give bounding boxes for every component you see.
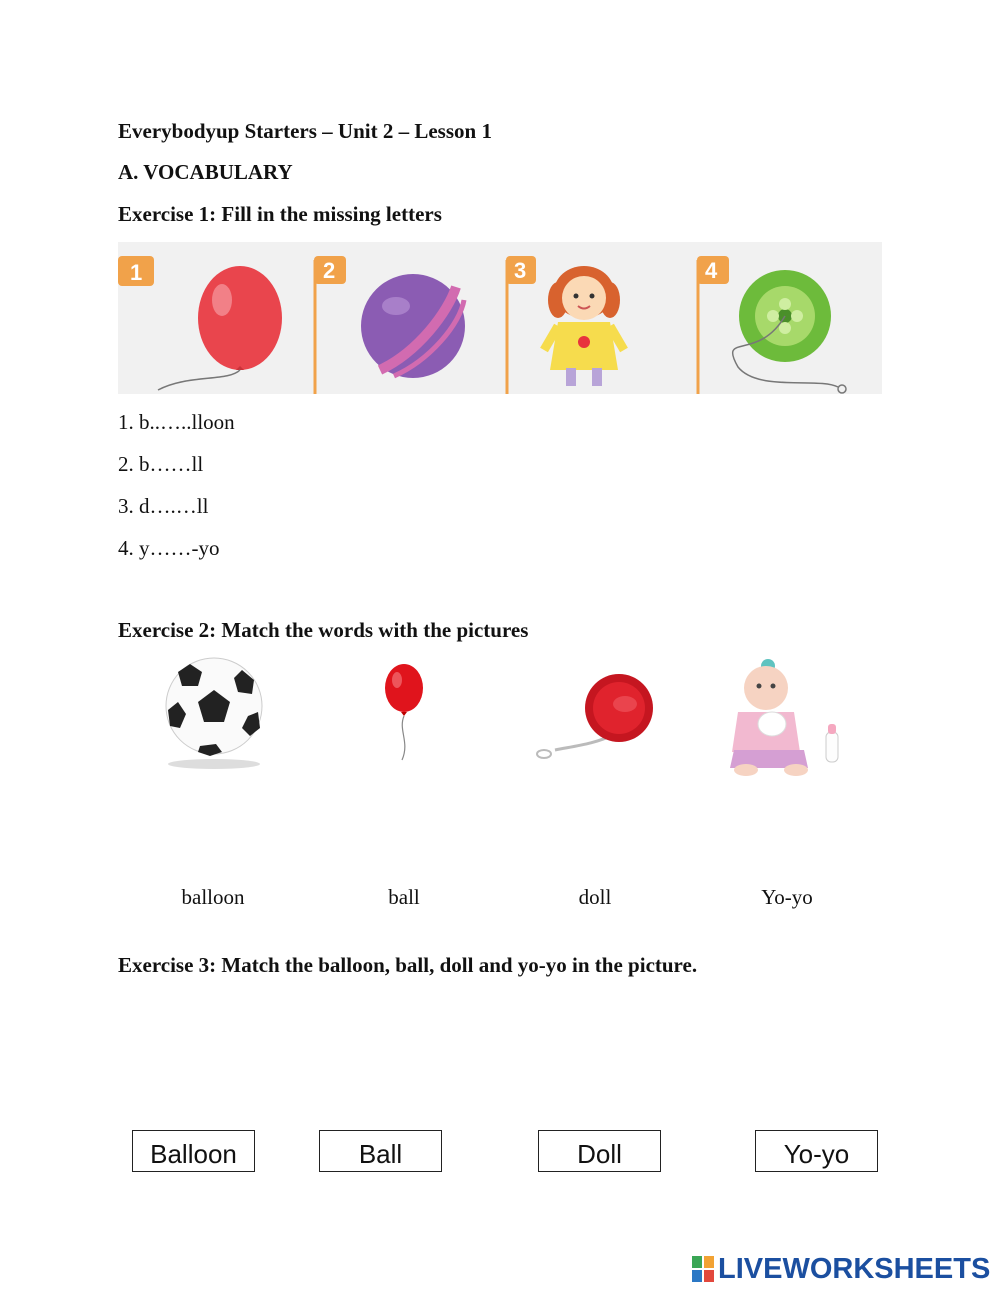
word-doll[interactable]: doll: [578, 885, 612, 909]
red-balloon-picture: [378, 660, 434, 770]
exercise-1-title: Exercise 1: Fill in the missing letters: [118, 202, 442, 226]
word-ball[interactable]: ball: [388, 885, 420, 909]
exercise-3-title: Exercise 3: Match the balloon, ball, doll and yo-yo in the picture.: [118, 953, 698, 977]
fill-item-2: 2. b……ll: [118, 452, 204, 476]
ball-picture: [361, 274, 465, 378]
soccer-ball-picture: [160, 652, 270, 777]
exercise-1-picture-strip: [118, 242, 882, 394]
flag-2: [314, 256, 346, 284]
doll-picture: [544, 266, 624, 386]
liveworksheets-mark-icon: [692, 1256, 714, 1282]
word-balloon[interactable]: balloon: [181, 885, 245, 909]
answer-box-yoyo[interactable]: Yo-yo: [755, 1130, 878, 1172]
flag-3: [506, 256, 536, 284]
red-yoyo-picture: [535, 668, 660, 768]
worksheet-title: Everybodyup Starters – Unit 2 – Lesson 1: [118, 119, 492, 143]
balloon-picture: [158, 266, 282, 390]
answer-box-doll[interactable]: Doll: [538, 1130, 661, 1172]
liveworksheets-logo: [692, 1252, 990, 1286]
flag-1: [118, 256, 154, 286]
flag-number-4: 4: [705, 258, 718, 283]
yoyo-picture: [733, 270, 846, 393]
flag-number-3: 3: [514, 258, 527, 283]
liveworksheets-wordmark: LIVEWORKSHEETS: [718, 1252, 991, 1285]
word-yoyo[interactable]: Yo-yo: [761, 885, 813, 909]
fill-item-1: 1. b..…..lloon: [118, 410, 235, 434]
fill-item-3: 3. d….…ll: [118, 494, 209, 518]
section-heading: A. VOCABULARY: [118, 160, 293, 184]
answer-box-ball[interactable]: Ball: [319, 1130, 442, 1172]
flag-number-2: 2: [323, 258, 336, 283]
fill-item-4: 4. y……-yo: [118, 536, 220, 560]
flag-number-1: 1: [130, 260, 143, 285]
flag-4: [697, 256, 729, 284]
exercise-2-title: Exercise 2: Match the words with the pictures: [118, 618, 529, 642]
baby-doll-picture: [728, 656, 844, 778]
answer-box-balloon[interactable]: Balloon: [132, 1130, 255, 1172]
